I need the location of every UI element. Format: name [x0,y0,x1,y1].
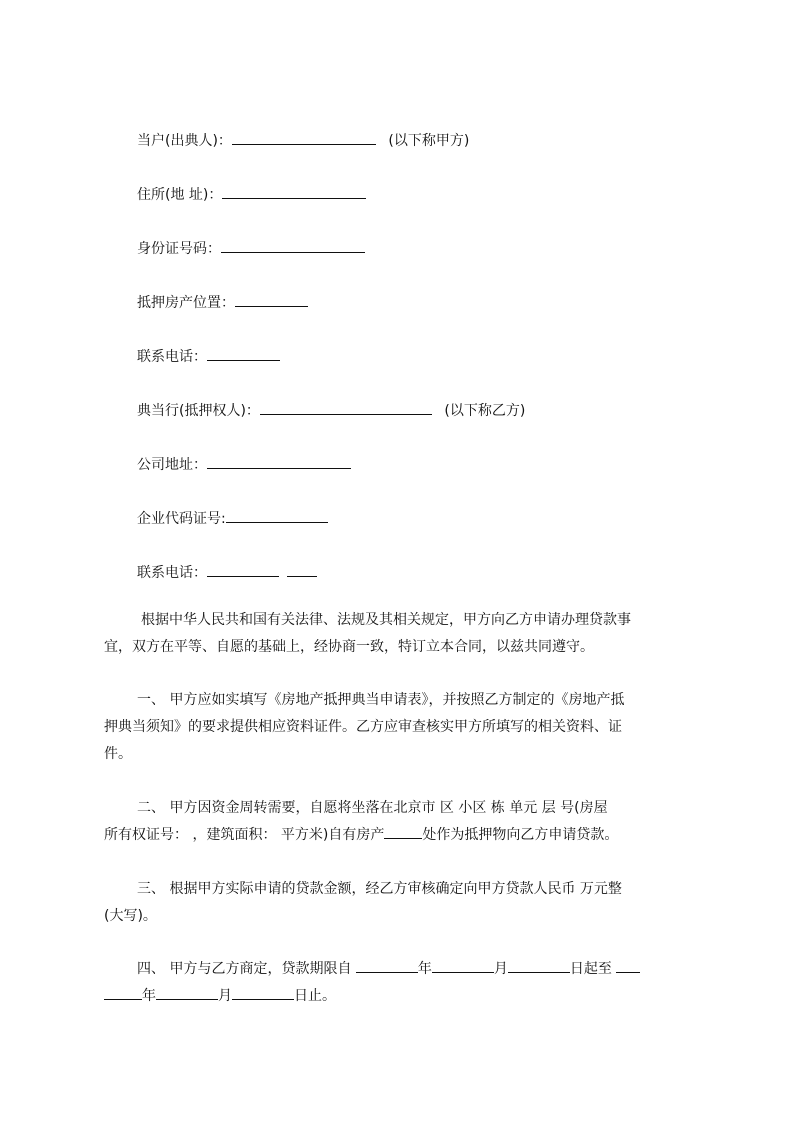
phone2-field [137,562,317,583]
clause-1-line-3: 件。 [104,746,132,762]
clause-2-line-1: 二、 甲方因资金周转需要，自愿将坐落在北京市 区 小区 栋 单元 层 号(房屋 [137,800,608,816]
enterprise-code-label: 企业代码证号: [137,511,226,527]
id-number-label: 身份证号码： [137,241,221,257]
id-number-field [137,238,365,259]
end-year-label: 年 [142,988,156,1004]
pawnshop-label: 典当行(抵押权人)： [137,403,260,419]
start-month-blank[interactable] [432,958,494,973]
company-address-field [137,454,351,475]
pawner-blank[interactable] [232,130,376,145]
clause-2-text-a: 所有权证号： ，建筑面积： 平方米)自有房产 [104,827,385,843]
clause-2 [104,795,700,849]
clause-3 [104,876,700,930]
clause-4-line-2 [104,983,700,1010]
pawner-label: 当户(出典人)： [137,133,232,149]
intro-line-1: 根据中华人民共和国有关法律、法规及其相关规定，甲方向乙方申请办理贷款事 [141,612,631,628]
pawnshop-field [137,400,525,421]
address-field [137,184,366,205]
clause-1-line-1: 一、 甲方应如实填写《房地产抵押典当申请表》，并按照乙方制定的《房地产抵 [137,692,625,708]
pawner-suffix: (以下称甲方) [388,133,470,149]
clause-1-line-2: 押典当须知》的要求提供相应资料证件。乙方应审查核实甲方所填写的相关资料、证 [104,719,622,735]
company-address-blank[interactable] [207,454,351,469]
enterprise-code-field [137,508,328,529]
end-year-blank-b[interactable] [104,985,142,1000]
pawnshop-suffix: (以下称乙方) [444,403,526,419]
clause-3-line-2: (大写)。 [104,908,157,924]
clause-4 [104,956,700,1010]
company-address-label: 公司地址： [137,457,207,473]
end-year-blank-a[interactable] [616,958,640,973]
clause-1 [104,687,700,768]
end-month-blank[interactable] [156,985,218,1000]
start-day-label: 日起至 [569,961,617,977]
end-day-blank[interactable] [232,985,294,1000]
phone-blank[interactable] [207,346,280,361]
phone-label: 联系电话： [137,349,207,365]
clause-2-line-2 [104,822,700,849]
end-day-label: 日止。 [294,988,336,1004]
clause-4-prefix: 四、 甲方与乙方商定，贷款期限自 [137,961,356,977]
phone2-blank-2[interactable] [287,562,317,577]
phone-field [137,346,280,367]
intro-line-2: 宜，双方在平等、自愿的基础上，经协商一致，特订立本合同，以兹共同遵守。 [104,639,594,655]
id-number-blank[interactable] [221,238,365,253]
end-month-label: 月 [218,988,232,1004]
intro-paragraph [104,607,700,661]
start-day-blank[interactable] [508,958,570,973]
start-year-blank[interactable] [356,958,418,973]
pawnshop-blank[interactable] [260,400,432,415]
phone2-label: 联系电话： [137,565,207,581]
pawner-field [137,130,469,151]
start-month-label: 月 [493,961,508,977]
clause-2-text-b: 处作为抵押物向乙方申请贷款。 [422,827,619,843]
enterprise-code-blank[interactable] [226,508,328,523]
clause-3-line-1: 三、 根据甲方实际申请的贷款金额，经乙方审核确定向甲方贷款人民币 万元整 [137,881,622,897]
property-location-field [137,292,308,313]
clause-2-blank[interactable] [384,824,422,839]
property-location-label: 抵押房产位置： [137,295,235,311]
address-label: 住所(地 址)： [137,187,223,203]
start-year-label: 年 [417,961,432,977]
property-location-blank[interactable] [235,292,308,307]
phone2-blank-1[interactable] [207,562,279,577]
clause-4-line-1 [104,956,700,983]
address-blank[interactable] [222,184,366,199]
